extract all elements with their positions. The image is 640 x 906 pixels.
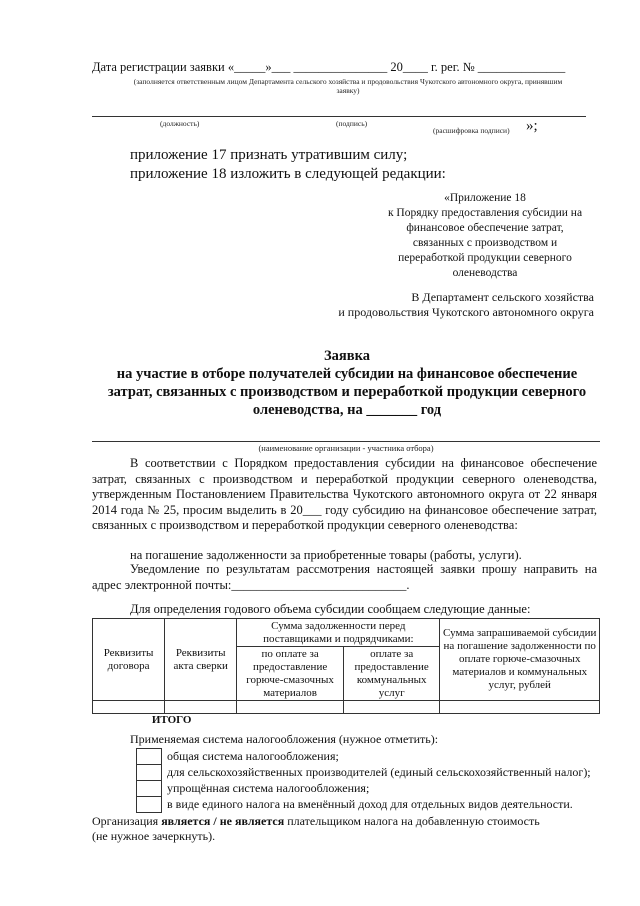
table-intro: Для определения годового объема субсидии сообщаем следующие данные: [130, 602, 531, 616]
tax-option-agricultural: для сельскохозяйственных производителей (единый сельскохозяйственный налог); [167, 765, 591, 779]
amendment-line-1: приложение 17 признать утратившим силу; [130, 147, 408, 163]
registration-line: Дата регистрации заявки «_____»___ _______________ 20____ г. рег. № ______________ [92, 60, 566, 74]
tax-checkbox-simplified[interactable] [136, 780, 162, 797]
vat-prefix: Организация [92, 814, 159, 828]
purpose-line: на погашение задолженности за приобретенные товары (работы, услуги). [130, 548, 522, 562]
appendix-line: связанных с производством и [412, 237, 558, 249]
vat-is[interactable]: является [161, 814, 211, 828]
tax-checkbox-general[interactable] [136, 748, 162, 765]
tax-option-imputed: в виде единого налога на вменённый доход для отдельных видов деятельности. [167, 797, 573, 811]
header-requested: Сумма запрашиваемой субсидии на погашение задолженности по оплате горюче-смазочных материалов и коммунальных услуг, рублей [440, 619, 600, 701]
table-cell[interactable] [237, 701, 344, 714]
debt-table [92, 618, 600, 728]
amendment-line-2: приложение 18 изложить в следующей редакции: [130, 166, 446, 182]
header-fuel: по оплате за предоставление горюче-смазочных материалов [237, 647, 344, 701]
title-line-2: на участие в отборе получателей субсидии на финансовое обеспечение [116, 366, 578, 382]
organization-caption: (наименование организации - участника отбора) [258, 443, 434, 453]
signature-rule [92, 116, 586, 117]
title-line-1: Заявка [324, 348, 370, 364]
vat-statement [92, 814, 540, 829]
organization-rule [92, 441, 600, 442]
caption-position: (должность) [160, 119, 200, 128]
tax-option-simplified: упрощённая система налогообложения; [167, 781, 370, 795]
caption-signature: (подпись) [336, 119, 368, 128]
main-paragraph: В соответствии с Порядком предоставления субсидии на финансовое обеспечение затрат, связанных с производством и переработкой продукции северного оленеводства, утвержденным Постановлением Правительства Чукотского автономного округа от 22 января 2014 года № 25, просим выделить в 20___ году субсидию на финансовое обеспечение затрат, связанных с производством и переработкой продукции северного оленеводства: [92, 456, 597, 532]
header-utilities: оплате за предоставление коммунальных услуг [343, 647, 440, 701]
table-cell[interactable] [343, 701, 440, 714]
total-cell [440, 714, 600, 728]
table-row [93, 701, 600, 714]
appendix-line: переработкой продукции северного [398, 252, 572, 264]
appendix-line: финансовое обеспечение затрат, [406, 222, 564, 234]
addressee-line-1: В Департамент сельского хозяйства [411, 290, 594, 304]
appendix-line: «Приложение 18 [444, 192, 526, 204]
vat-is-not[interactable]: не является [219, 814, 285, 828]
total-cell [343, 714, 440, 728]
table-cell[interactable] [93, 701, 165, 714]
appendix-line: к Порядку предоставления субсидии на [387, 207, 583, 219]
table-cell[interactable] [165, 701, 237, 714]
notification-paragraph: Уведомление по результатам рассмотрения настоящей заявки прошу направить на адрес электронной почты:____________________________. [92, 562, 597, 592]
document-title [92, 347, 602, 419]
tax-option-general: общая система налогообложения; [167, 749, 339, 763]
title-line-3: затрат, связанных с производством и переработкой продукции северного [107, 384, 587, 400]
registration-note [98, 77, 598, 95]
table-total-row [93, 714, 600, 728]
header-debt-group: Сумма задолженности перед поставщиками и подрядчиками: [237, 619, 440, 647]
appendix-block [350, 191, 620, 281]
table-cell[interactable] [440, 701, 600, 714]
total-cell [237, 714, 344, 728]
tax-checkbox-imputed[interactable] [136, 796, 162, 813]
title-line-4: оленеводства, на _______ год [252, 402, 442, 418]
header-contract: Реквизиты договора [93, 619, 165, 701]
vat-separator: / [210, 814, 220, 828]
caption-decode: (расшифровка подписи) [433, 126, 510, 135]
header-act: Реквизиты акта сверки [165, 619, 237, 701]
closing-mark: »; [526, 118, 538, 134]
appendix-line: оленеводства [452, 267, 518, 279]
vat-note: (не нужное зачеркнуть). [92, 829, 216, 843]
tax-checkbox-agricultural[interactable] [136, 764, 162, 781]
tax-heading: Применяемая система налогообложения (нужное отметить): [130, 732, 439, 746]
total-label: ИТОГО [151, 714, 192, 727]
addressee-line-2: и продовольствия Чукотского автономного округа [338, 305, 594, 319]
vat-suffix: плательщиком налога на добавленную стоимость [287, 814, 540, 828]
registration-note-line1: (заполняется ответственным лицом Департамента сельского хозяйства и продовольствия Чукотского автономного округа, принявшим [133, 77, 563, 86]
registration-note-line2: заявку) [336, 86, 360, 95]
addressee [300, 290, 594, 320]
